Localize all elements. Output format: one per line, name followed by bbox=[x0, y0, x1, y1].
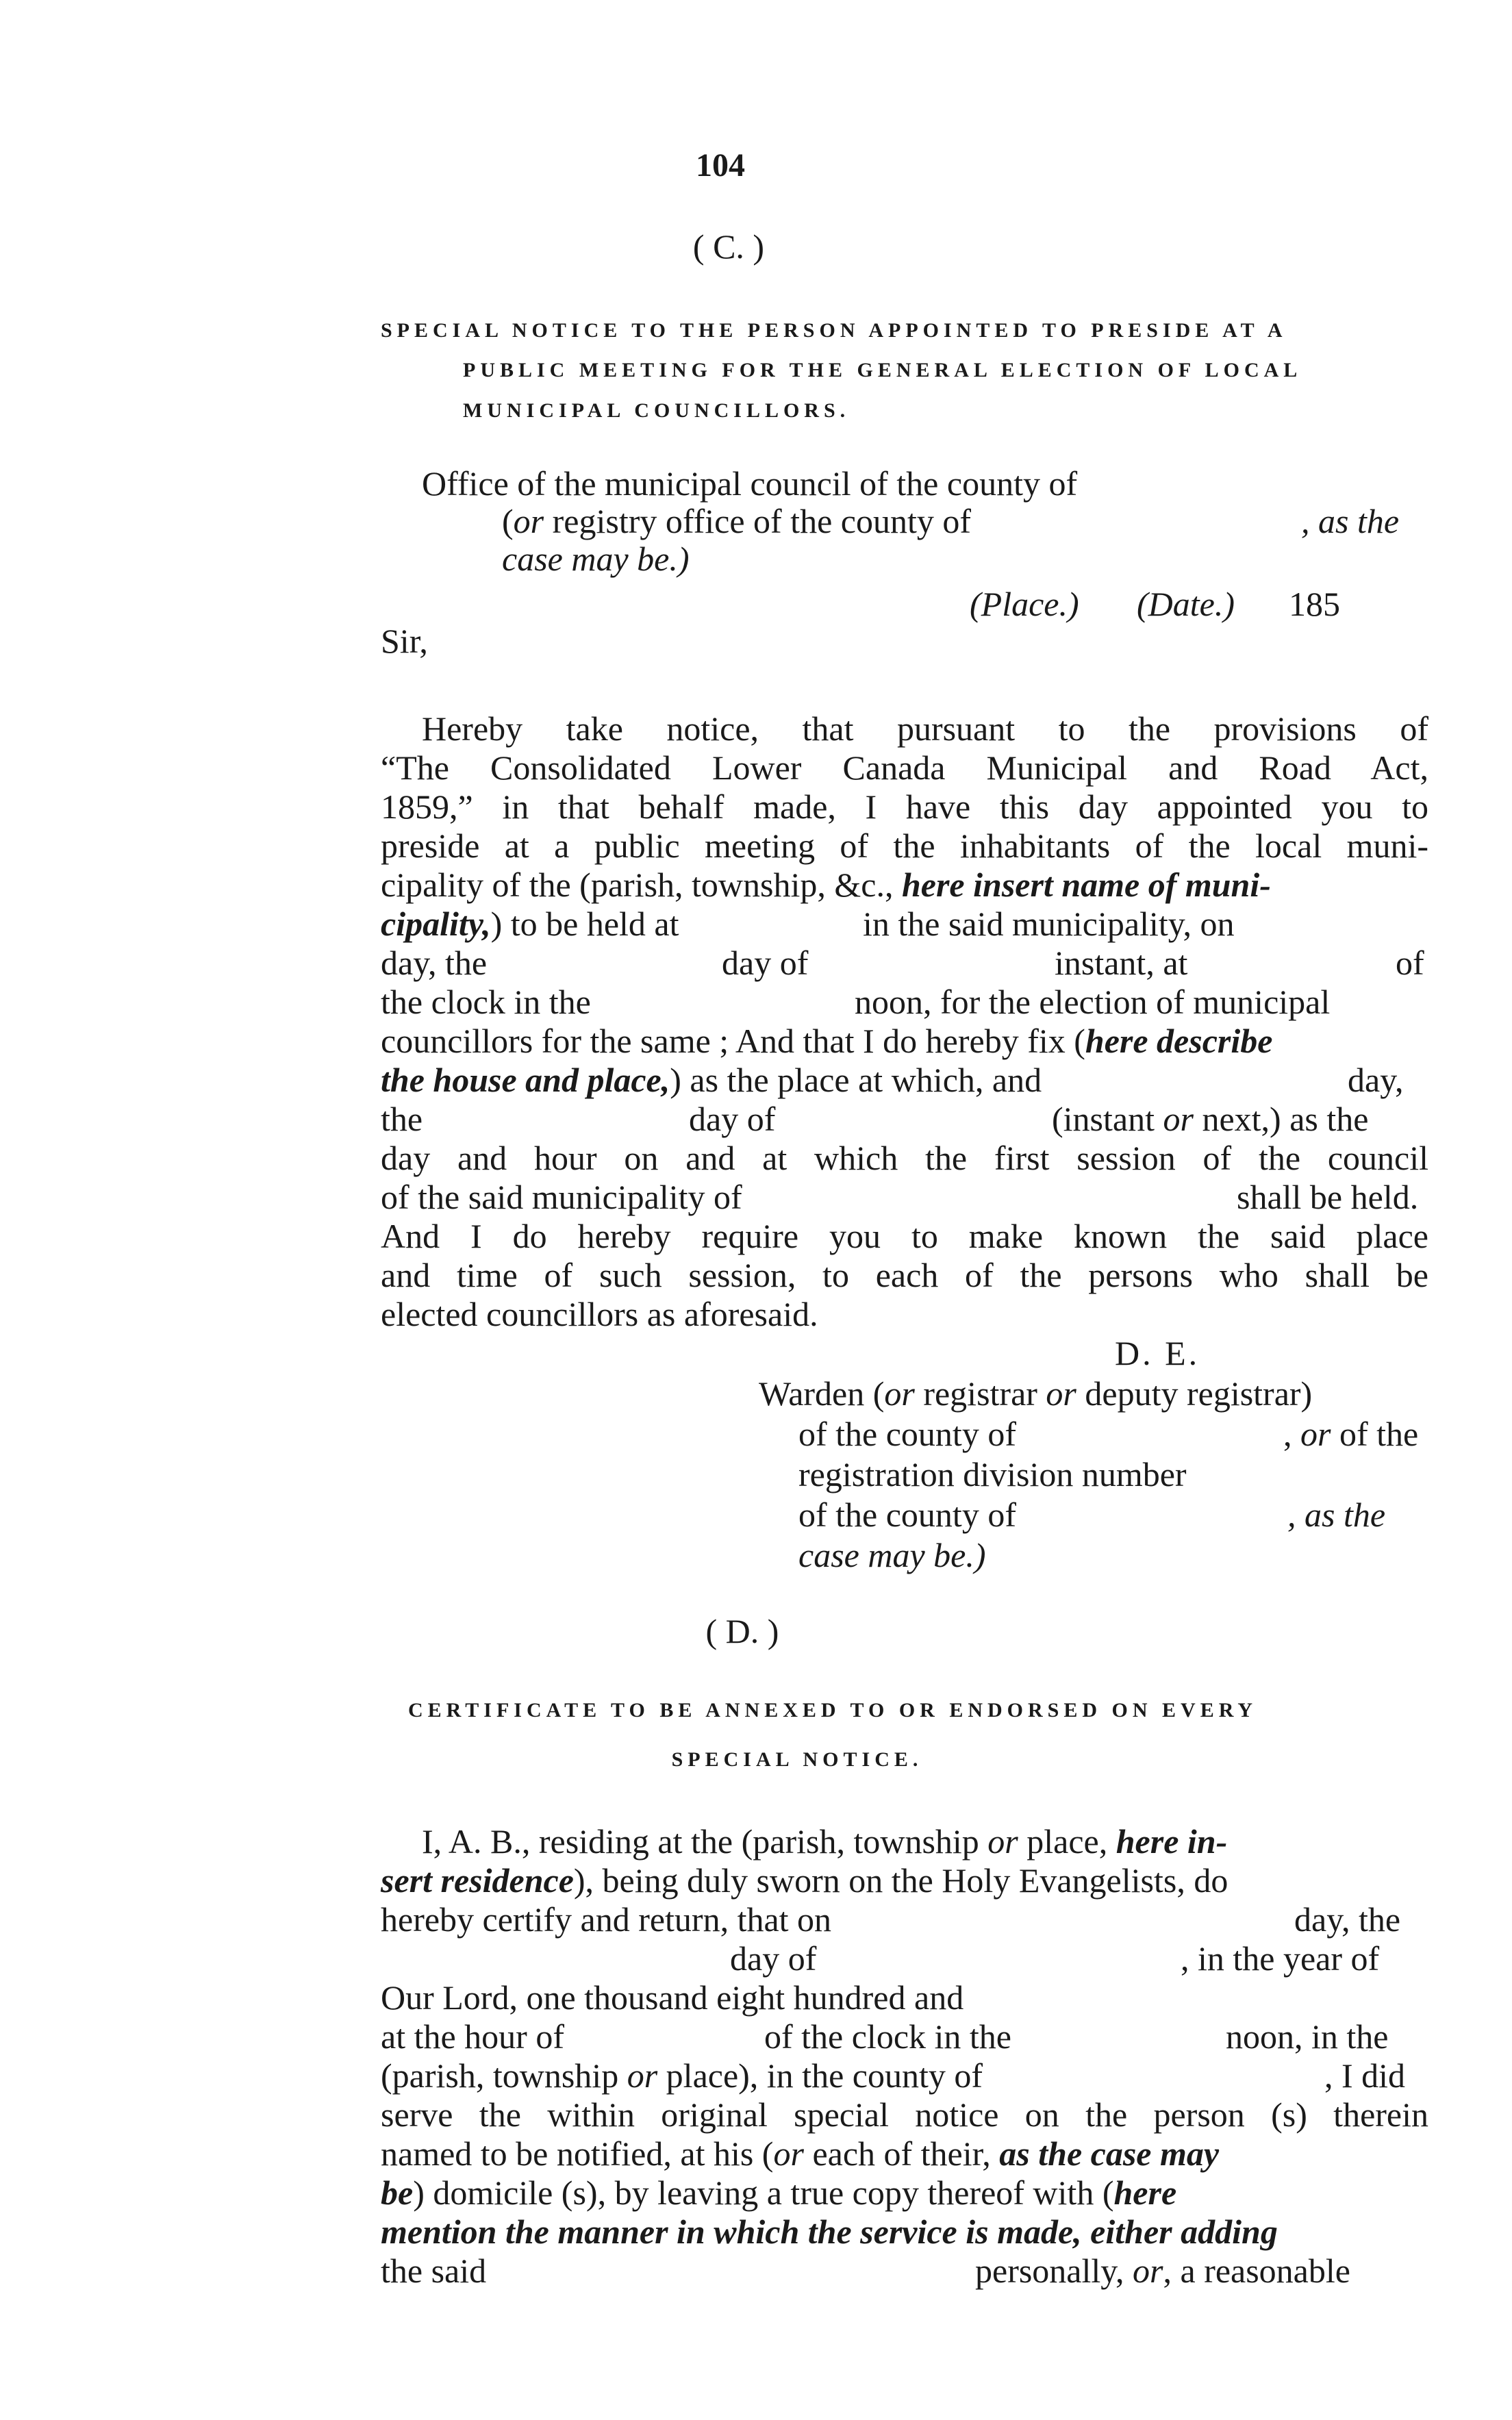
certificate-line-12-personally: personally, bbox=[975, 2252, 1133, 2290]
certificate-line-1 bbox=[422, 1821, 1227, 1862]
notice-body-line-7a: day, the bbox=[381, 944, 488, 982]
notice-body-line-8a: the clock in the bbox=[381, 983, 591, 1021]
certificate-line-8: serve the within original special notice on the person (s) therein bbox=[381, 2095, 1428, 2134]
certificate-line-9-or: or bbox=[773, 2134, 804, 2173]
office-line-2-as-the: , as the bbox=[1301, 502, 1400, 540]
office-line-2-or: or bbox=[513, 502, 544, 540]
certificate-line-1-a: I, A. B., residing at the (parish, township bbox=[422, 1822, 988, 1861]
notice-body-line-15: and time of such session, to each of the persons who shall be bbox=[381, 1256, 1428, 1294]
section-c-label: ( C. ) bbox=[692, 227, 765, 266]
place-placeholder: (Place.) bbox=[970, 585, 1079, 623]
notice-body-line-4: preside at a public meeting of the inhabitants of the local muni- bbox=[381, 827, 1428, 865]
notice-body-line-10-italic: the house and place, bbox=[381, 1061, 670, 1099]
signature-line-1 bbox=[759, 1373, 1312, 1414]
signature-line-2b bbox=[1283, 1413, 1418, 1454]
office-line-1: Office of the municipal council of the county of bbox=[422, 464, 1078, 503]
notice-body-line-6-italic: cipality, bbox=[381, 905, 491, 943]
certificate-line-6c: noon, in the bbox=[1226, 2017, 1389, 2056]
notice-body-line-11b: day of bbox=[689, 1100, 776, 1138]
certificate-line-7-a: (parish, township bbox=[381, 2056, 627, 2095]
certificate-line-6b: of the clock in the bbox=[764, 2017, 1011, 2056]
section-d-label: ( D. ) bbox=[705, 1612, 779, 1650]
notice-body-line-11c bbox=[1052, 1098, 1368, 1139]
notice-body-line-7b: day of bbox=[722, 944, 809, 982]
signature-line-2-end: of the bbox=[1331, 1415, 1419, 1453]
office-line-2-open: ( bbox=[502, 502, 514, 540]
certificate-line-12-end: , a reasonable bbox=[1163, 2252, 1350, 2290]
section-c-heading-line-3: MUNICIPAL COUNCILLORS. bbox=[463, 399, 850, 422]
notice-body-line-3: 1859,” in that behalf made, I have this day appointed you to bbox=[381, 787, 1428, 826]
notice-body-line-11-end: next,) as the bbox=[1193, 1100, 1369, 1138]
signature-line-4a: of the county of bbox=[798, 1496, 1016, 1534]
signature-line-2a: of the county of bbox=[798, 1415, 1016, 1453]
signature-line-4b: , as the bbox=[1287, 1496, 1386, 1534]
certificate-line-7-c: place), in the county of bbox=[657, 2056, 983, 2095]
signature-line-1-e: deputy registrar) bbox=[1076, 1374, 1313, 1413]
date-placeholder: (Date.) bbox=[1137, 585, 1235, 623]
signature-line-5: case may be.) bbox=[798, 1536, 986, 1574]
certificate-line-9-c: each of their, bbox=[803, 2134, 1000, 2173]
section-c-heading-line-2: PUBLIC MEETING FOR THE GENERAL ELECTION OF LOCAL bbox=[463, 359, 1302, 381]
certificate-line-11: mention the manner in which the service is made, either adding bbox=[381, 2213, 1278, 2251]
notice-body-line-5-italic: here insert name of muni- bbox=[901, 866, 1271, 904]
office-line-3: case may be.) bbox=[502, 540, 690, 578]
notice-body-line-1: Hereby take notice, that pursuant to the provisions of bbox=[422, 709, 1428, 748]
page-number: 104 bbox=[696, 147, 745, 184]
certificate-line-1-c: place, bbox=[1018, 1822, 1116, 1861]
section-c-heading-line-1: SPECIAL NOTICE TO THE PERSON APPOINTED TO PRESIDE AT A bbox=[381, 319, 1287, 342]
year-prefix: 185 bbox=[1289, 585, 1340, 623]
office-line-2 bbox=[502, 501, 971, 542]
notice-body-line-6-text: ) to be held at bbox=[490, 905, 679, 943]
certificate-line-12a: the said bbox=[381, 2252, 487, 2290]
signature-line-1-or-2: or bbox=[1046, 1374, 1076, 1413]
notice-body-line-5 bbox=[381, 864, 1271, 905]
notice-body-line-7d: of bbox=[1396, 944, 1424, 982]
certificate-line-2-text: ), being duly sworn on the Holy Evangelists, do bbox=[573, 1861, 1228, 1900]
notice-body-line-8b: noon, for the election of municipal bbox=[855, 983, 1331, 1021]
notice-body-line-14: And I do hereby require you to make known the said place bbox=[381, 1217, 1428, 1255]
certificate-line-3b: day, the bbox=[1294, 1900, 1401, 1939]
certificate-line-12b bbox=[975, 2250, 1350, 2291]
notice-body-line-12: day and hour on and at which the first session of the council bbox=[381, 1139, 1428, 1177]
certificate-line-2-italic: sert residence bbox=[381, 1861, 574, 1900]
notice-body-line-11-or: or bbox=[1163, 1100, 1194, 1138]
certificate-line-9-italic: as the case may bbox=[999, 2134, 1220, 2173]
notice-body-line-13b: shall be held. bbox=[1237, 1178, 1419, 1216]
notice-body-line-10c: day, bbox=[1348, 1061, 1404, 1099]
signature-line-1-c: registrar bbox=[914, 1374, 1046, 1413]
certificate-line-1-italic: here in- bbox=[1116, 1822, 1228, 1861]
signature-line-3: registration division number bbox=[798, 1455, 1187, 1493]
certificate-line-9-a: named to be notified, at his ( bbox=[381, 2134, 774, 2173]
notice-body-line-11a: the bbox=[381, 1100, 423, 1138]
certificate-line-10-here: here bbox=[1113, 2173, 1177, 2212]
certificate-line-7a bbox=[381, 2055, 983, 2096]
signature-line-1-a: Warden ( bbox=[759, 1374, 885, 1413]
notice-body-line-5-text: cipality of the (parish, township, &c., bbox=[381, 866, 902, 904]
salutation: Sir, bbox=[381, 622, 428, 660]
certificate-line-5: Our Lord, one thousand eight hundred and bbox=[381, 1978, 964, 2017]
certificate-line-4a: day of bbox=[730, 1939, 817, 1978]
notice-body-line-9-text: councillors for the same ; And that I do hereby fix ( bbox=[381, 1022, 1085, 1060]
certificate-line-6a: at the hour of bbox=[381, 2017, 564, 2056]
notice-body-line-6a bbox=[381, 903, 679, 944]
notice-body-line-10-text: ) as the place at which, and bbox=[670, 1061, 1042, 1099]
notice-body-line-7c: instant, at bbox=[1055, 944, 1188, 982]
certificate-line-10 bbox=[381, 2172, 1176, 2213]
certificate-line-9 bbox=[381, 2133, 1219, 2174]
signature-line-1-or-1: or bbox=[884, 1374, 915, 1413]
office-line-2-text: registry office of the county of bbox=[544, 502, 972, 540]
notice-body-line-6b: in the said municipality, on bbox=[863, 905, 1235, 943]
notice-body-line-16: elected councillors as aforesaid. bbox=[381, 1295, 818, 1333]
certificate-line-3a: hereby certify and return, that on bbox=[381, 1900, 832, 1939]
certificate-line-10-be: be bbox=[381, 2173, 414, 2212]
notice-body-line-13a: of the said municipality of bbox=[381, 1178, 742, 1216]
certificate-line-1-or: or bbox=[987, 1822, 1018, 1861]
certificate-line-12-or: or bbox=[1133, 2252, 1163, 2290]
section-d-heading-line-2: SPECIAL NOTICE. bbox=[671, 1748, 923, 1771]
notice-body-line-11-text: (instant bbox=[1052, 1100, 1163, 1138]
certificate-line-10-text: ) domicile (s), by leaving a true copy thereof with ( bbox=[413, 2173, 1114, 2212]
notice-body-line-10a bbox=[381, 1059, 1042, 1100]
notice-body-line-2: “The Consolidated Lower Canada Municipal and Road Act, bbox=[381, 748, 1428, 787]
certificate-line-7d: , I did bbox=[1324, 2056, 1406, 2095]
section-d-heading-line-1: CERTIFICATE TO BE ANNEXED TO OR ENDORSED ON EVERY bbox=[408, 1699, 1257, 1722]
certificate-line-4b: , in the year of bbox=[1181, 1939, 1380, 1978]
signature-line-2-or: or bbox=[1300, 1415, 1331, 1453]
certificate-line-2 bbox=[381, 1860, 1228, 1901]
notice-body-line-9-italic: here describe bbox=[1085, 1022, 1273, 1060]
signature-line-2-comma: , bbox=[1283, 1415, 1300, 1453]
signature-initials: D. E. bbox=[1115, 1334, 1200, 1372]
certificate-line-7-or: or bbox=[627, 2056, 658, 2095]
notice-body-line-9 bbox=[381, 1020, 1272, 1061]
